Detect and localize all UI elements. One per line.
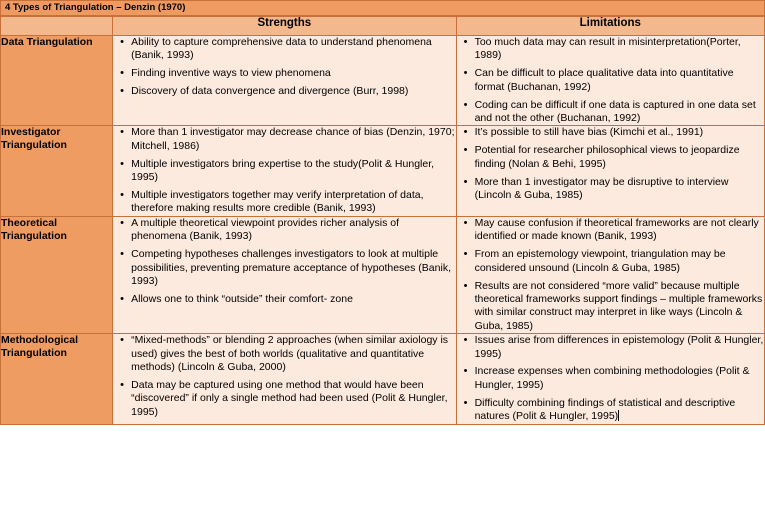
list-item: • Competing hypotheses challenges investigators to look at multiple possibilities, preventing premature acceptance of hypotheses (Banik, 1993) <box>131 248 455 288</box>
list-item: • Increase expenses when combining methodologies (Polit & Hungler, 1995) <box>475 365 764 392</box>
bullet-list <box>113 217 455 306</box>
bullet-list <box>113 126 455 215</box>
cell-limitations-investigator <box>456 126 764 216</box>
cell-limitations-methodological <box>456 334 764 424</box>
bullet-list <box>457 334 764 423</box>
list-item: • More than 1 investigator may decrease chance of bias (Denzin, 1970; Mitchell, 1986) <box>131 126 455 153</box>
list-item: • Potential for researcher philosophical views to jeopardize finding (Nolan & Behi, 1995) <box>475 144 764 171</box>
table-header-strengths: Strengths <box>113 17 456 36</box>
table-body <box>1 36 765 425</box>
list-item: • Coding can be difficult if one data is captured in one data set and not the other (Buchanan, 1992) <box>475 99 764 126</box>
table-header-corner <box>1 17 113 36</box>
bullet-list <box>457 36 764 125</box>
page-title: 4 Types of Triangulation – Denzin (1970) <box>5 2 186 13</box>
text-cursor <box>618 410 619 421</box>
list-item: • Difficulty combining findings of statistical and descriptive natures (Polit & Hungler, 1995) <box>475 397 764 424</box>
table-row <box>1 334 765 424</box>
list-item: • Allows one to think “outside” their comfort- zone <box>131 293 455 306</box>
list-item: • Can be difficult to place qualitative data into quantitative format (Buchanan, 1992) <box>475 67 764 94</box>
table-header-limitations: Limitations <box>456 17 764 36</box>
table-row <box>1 36 765 126</box>
table-row <box>1 216 765 333</box>
table-header-row <box>1 17 765 36</box>
cell-strengths-methodological <box>113 334 456 424</box>
list-item: • Issues arise from differences in epistemology (Polit & Hungler, 1995) <box>475 334 764 361</box>
row-label-data-triangulation: Data Triangulation <box>1 36 113 126</box>
cell-limitations-theoretical <box>456 216 764 333</box>
triangulation-table <box>0 16 765 425</box>
bullet-list <box>457 126 764 202</box>
cell-strengths-data <box>113 36 456 126</box>
list-item: • Multiple investigators bring expertise to the study(Polit & Hungler, 1995) <box>131 158 455 185</box>
list-item: • A multiple theoretical viewpoint provides richer analysis of phenomena (Banik, 1993) <box>131 217 455 244</box>
cell-limitations-data <box>456 36 764 126</box>
list-item: • “Mixed-methods” or blending 2 approaches (when similar axiology is used) gives the best of both worlds (qualitative and quantitative methods) (Lincoln & Guba, 2000) <box>131 334 455 374</box>
list-item: • Ability to capture comprehensive data to understand phenomena (Banik, 1993) <box>131 36 455 63</box>
table-row <box>1 126 765 216</box>
list-item: • More than 1 investigator may be disruptive to interview (Lincoln & Guba, 1985) <box>475 176 764 203</box>
cell-strengths-investigator <box>113 126 456 216</box>
bullet-list <box>113 36 455 99</box>
list-item: • Multiple investigators together may verify interpretation of data, therefore making results more credible (Banik, 1993) <box>131 189 455 216</box>
list-item: • Discovery of data convergence and divergence (Burr, 1998) <box>131 85 455 98</box>
list-item: • Finding inventive ways to view phenomena <box>131 67 455 80</box>
bullet-list <box>457 217 764 333</box>
row-label-investigator-triangulation: Investigator Triangulation <box>1 126 113 216</box>
list-item: • Data may be captured using one method that would have been “discovered” if only a single method had been used (Polit & Hungler, 1995) <box>131 379 455 419</box>
table-header <box>1 17 765 36</box>
row-label-methodological-triangulation: Methodological Triangulation <box>1 334 113 424</box>
cell-strengths-theoretical <box>113 216 456 333</box>
list-item: • May cause confusion if theoretical frameworks are not clearly identified or made known (Banik, 1993) <box>475 217 764 244</box>
list-item: • It’s possible to still have bias (Kimchi et al., 1991) <box>475 126 764 139</box>
list-item: • From an epistemology viewpoint, triangulation may be considered unsound (Lincoln & Guba, 1985) <box>475 248 764 275</box>
row-label-theoretical-triangulation: Theoretical Triangulation <box>1 216 113 333</box>
slide-title-bar <box>0 0 765 16</box>
list-item: • Too much data may can result in misinterpretation(Porter, 1989) <box>475 36 764 63</box>
bullet-list <box>113 334 455 419</box>
list-item: • Results are not considered “more valid” because multiple theoretical frameworks support findings – multiple frameworks with similar construct may interpret in like ways (Lincoln & Guba, 1985) <box>475 280 764 334</box>
